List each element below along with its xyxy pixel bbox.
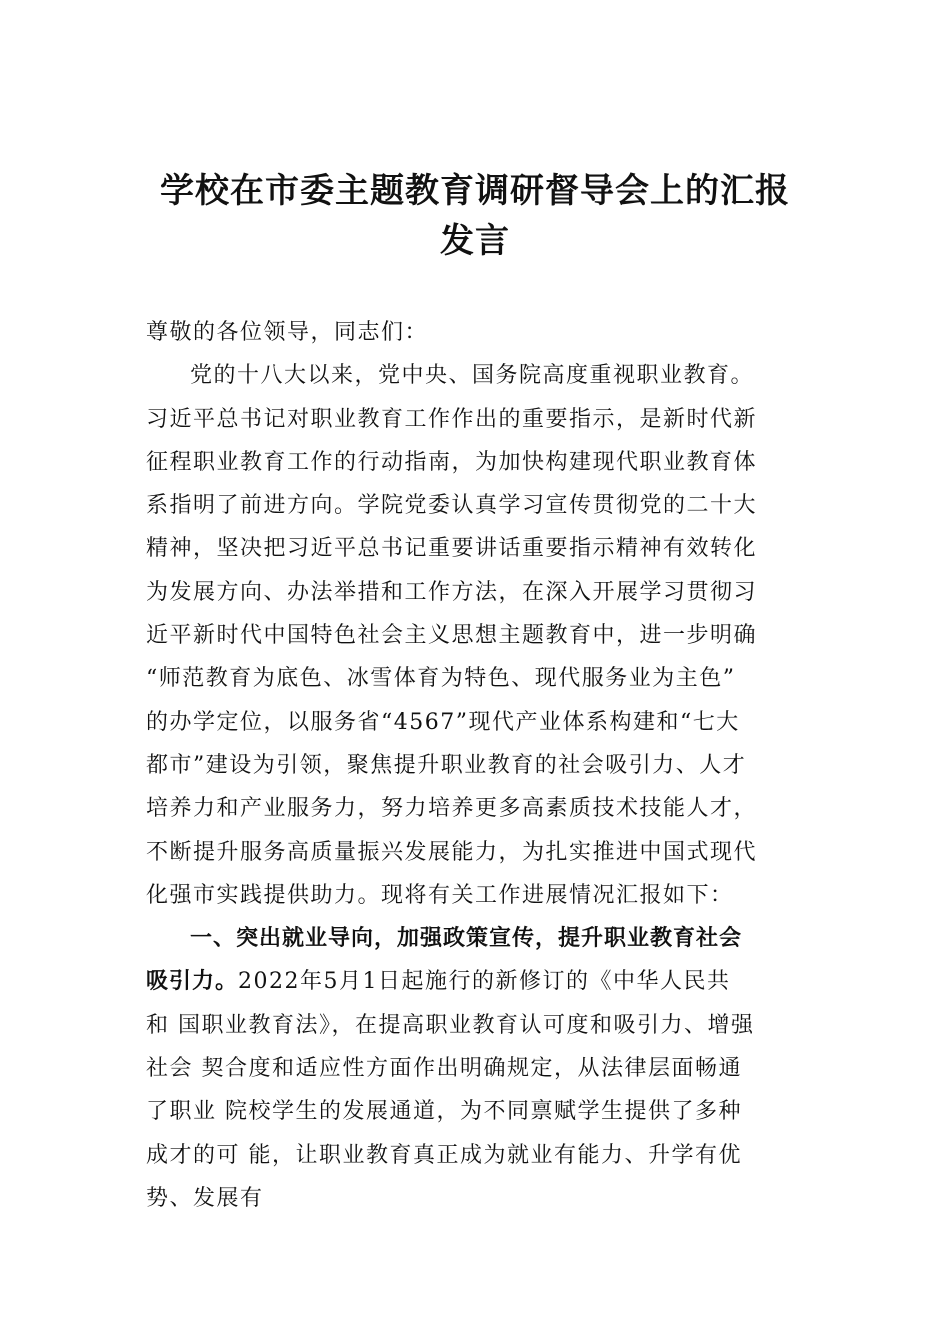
title-line-2: 发言	[440, 221, 510, 261]
paragraph-line: 精神，坚决把习近平总书记重要讲话重要指示精神有效转化	[146, 536, 758, 562]
section-1-line: 了职业 院校学生的发展通道，为不同禀赋学生提供了多种	[146, 1099, 742, 1125]
section-1	[146, 919, 816, 1218]
paragraph-line: 化强市实践提供助力。现将有关工作进展情况汇报如下：	[146, 882, 734, 908]
paragraph-line: 培养力和产业服务力，努力培养更多高素质技术技能人才，	[146, 796, 758, 822]
paragraph-line: 都市”建设为引领，聚焦提升职业教育的社会吸引力、人才	[146, 752, 747, 778]
section-1-line: 和 国职业教育法》，在提高职业教育认可度和吸引力、增强	[146, 1012, 755, 1038]
paragraph-line: 习近平总书记对职业教育工作作出的重要指示，是新时代新	[146, 406, 758, 432]
salutation: 尊敬的各位领导，同志们：	[146, 320, 429, 345]
paragraph-line: 近平新时代中国特色社会主义思想主题教育中，进一步明确	[146, 623, 758, 649]
section-1-line: 势、发展有	[146, 1185, 264, 1211]
section-1-heading-end: 吸引力。	[146, 969, 239, 995]
document-body	[146, 313, 816, 1222]
section-1-line: 成才的可 能，让职业教育真正成为就业有能力、升学有优	[146, 1142, 742, 1168]
section-1-heading: 一、突出就业导向，加强政策宣传，提升职业教育社会	[190, 926, 743, 952]
paragraph-line: 党的十八大以来，党中央、国务院高度重视职业教育。	[190, 363, 755, 389]
title-line-1: 学校在市委主题教育调研督导会上的汇报	[160, 171, 790, 211]
paragraph-line: 的办学定位，以服务省“4567”现代产业体系构建和“七大	[146, 709, 740, 735]
section-1-line: 社会 契合度和适应性方面作出明确规定，从法律层面畅通	[146, 1056, 742, 1082]
paragraph-line: 系指明了前进方向。学院党委认真学习宣传贯彻党的二十大	[146, 493, 758, 519]
section-1-text: 2022年5月1日起施行的新修订的《中华人民共	[238, 969, 731, 995]
section-1-line	[146, 962, 816, 1001]
paragraph-line: “师范教育为底色、冰雪体育为特色、现代服务业为主色”	[146, 666, 736, 692]
paragraph-intro	[146, 356, 816, 915]
document-title	[120, 166, 830, 266]
paragraph-line: 为发展方向、办法举措和工作方法，在深入开展学习贯彻习	[146, 579, 758, 605]
paragraph-line: 征程职业教育工作的行动指南，为加快构建现代职业教育体	[146, 449, 758, 475]
paragraph-line: 不断提升服务高质量振兴发展能力，为扎实推进中国式现代	[146, 839, 758, 865]
